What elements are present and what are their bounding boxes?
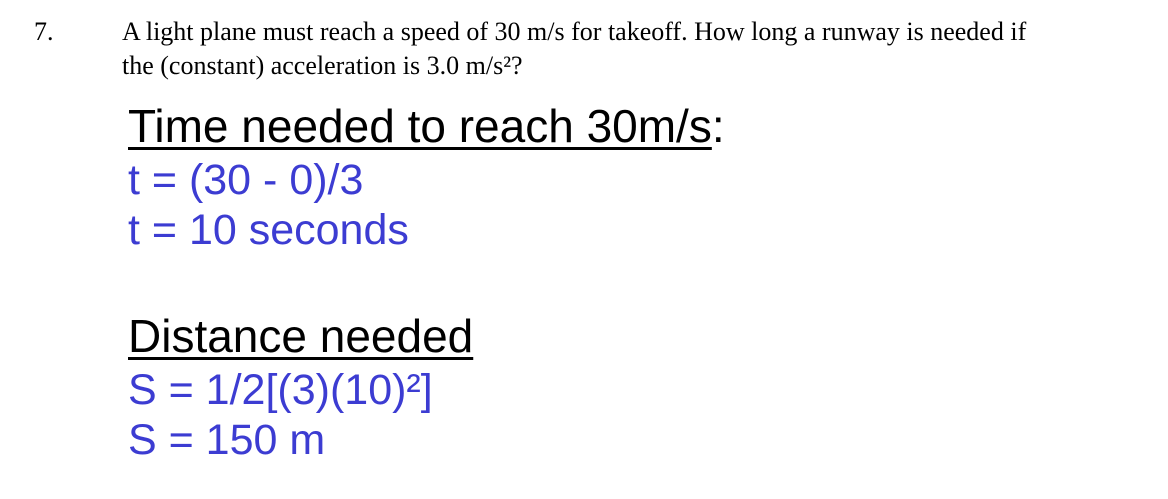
time-heading-colon: : bbox=[711, 100, 725, 152]
distance-heading bbox=[128, 310, 473, 362]
problem-number: 7. bbox=[34, 17, 54, 46]
problem-text-line-2: the (constant) acceleration is 3.0 m/s²? bbox=[122, 51, 523, 80]
problem-text bbox=[122, 15, 1152, 83]
problem-statement bbox=[0, 0, 1168, 100]
time-heading bbox=[128, 100, 725, 152]
time-result-line: t = 10 seconds bbox=[128, 206, 409, 254]
problem-text-line-1: A light plane must reach a speed of 30 m/s for takeoff. How long a runway is needed if bbox=[122, 17, 1027, 46]
time-heading-text: Time needed to reach 30m/s bbox=[128, 100, 712, 152]
distance-equation-line: S = 1/2[(3)(10)²] bbox=[128, 366, 433, 414]
distance-heading-text: Distance needed bbox=[128, 310, 474, 362]
time-equation-line: t = (30 - 0)/3 bbox=[128, 156, 364, 204]
distance-result-line: S = 150 m bbox=[128, 416, 326, 464]
